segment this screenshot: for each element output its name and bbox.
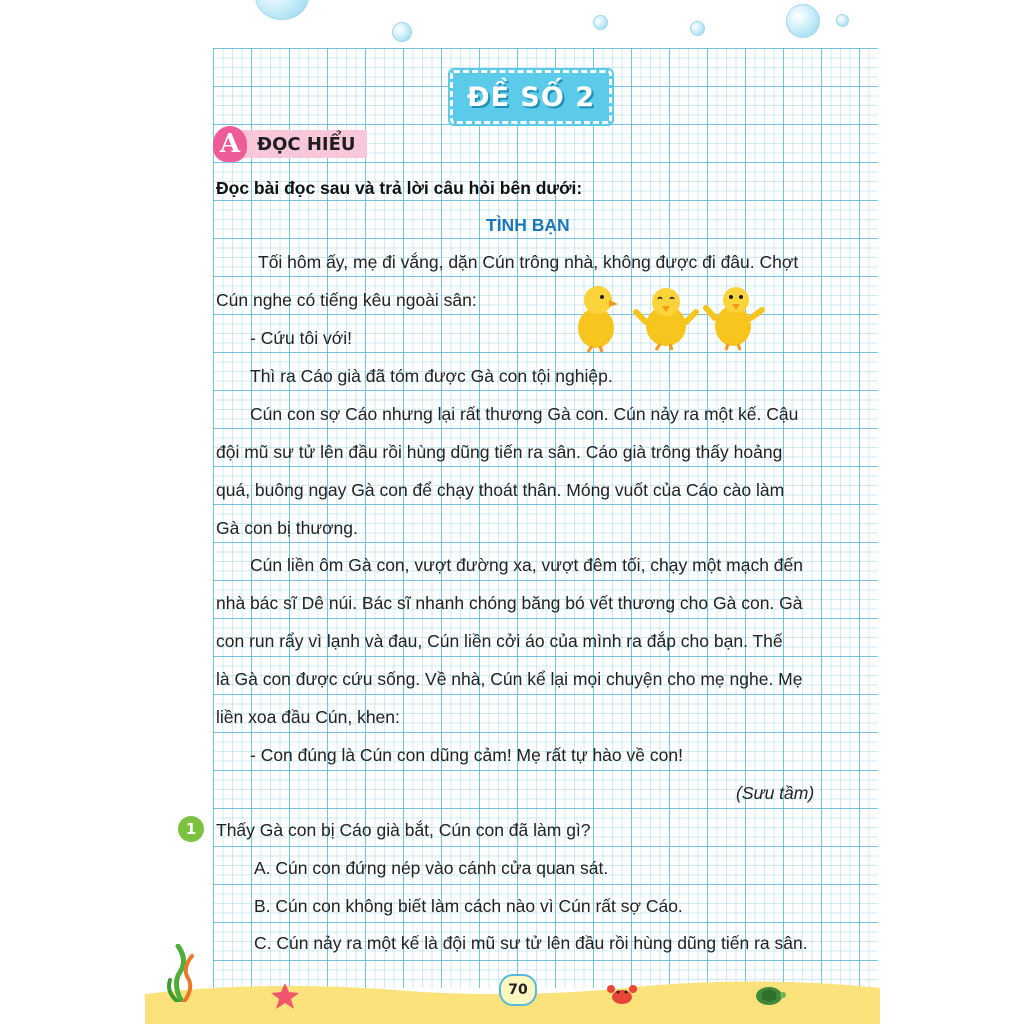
exam-title: ĐỀ SỐ 2 xyxy=(466,81,596,113)
bubble-icon xyxy=(392,22,412,42)
instruction-text: Đọc bài đọc sau và trả lời câu hỏi bên dưới: xyxy=(216,178,583,198)
starfish-icon xyxy=(270,982,300,1010)
story-line: con run rẩy vì lạnh và đau, Cún liền cởi áo của mình ra đắp cho bạn. Thế xyxy=(216,631,783,651)
story-line: Cún liền ôm Gà con, vượt đường xa, vượt đêm tối, chạy một mạch đến xyxy=(250,555,804,575)
bubble-icon xyxy=(255,0,309,20)
story-line: Tối hôm ấy, mẹ đi vắng, dặn Cún trông nhà, không được đi đâu. Chợt xyxy=(258,252,799,272)
story-line: Thì ra Cáo già đã tóm được Gà con tội nghiệp. xyxy=(250,366,613,386)
bubble-icon xyxy=(786,4,820,38)
story-line: liền xoa đầu Cún, khen: xyxy=(216,707,400,727)
story-line: là Gà con được cứu sống. Về nhà, Cún kể lại mọi chuyện cho mẹ nghe. Mẹ xyxy=(216,669,803,689)
story-line: Cún con sợ Cáo nhưng lại rất thương Gà con. Cún nảy ra một kế. Cậu xyxy=(250,404,799,424)
bubble-icon xyxy=(690,21,705,36)
story-line: - Cứu tôi với! xyxy=(250,328,352,348)
section-letter-icon: A xyxy=(213,126,247,162)
exam-title-badge xyxy=(450,70,612,124)
turtle-icon xyxy=(752,983,786,1007)
story-line: nhà bác sĩ Dê núi. Bác sĩ nhanh chóng băng bó vết thương cho Gà con. Gà xyxy=(216,593,803,613)
question-text: Thấy Gà con bị Cáo già bắt, Cún con đã làm gì? xyxy=(216,820,591,840)
chick-icon xyxy=(578,286,618,352)
bubble-icon xyxy=(836,14,849,27)
story-line: đội mũ sư tử lên đầu rồi hùng dũng tiến ra sân. Cáo già trông thấy hoảng xyxy=(216,442,783,462)
chick-icon xyxy=(706,287,762,350)
seaweed-icon xyxy=(160,944,204,1002)
crab-icon xyxy=(606,982,638,1006)
chick-icon xyxy=(636,288,696,350)
story-line: quá, buông ngay Gà con để chạy thoát thân. Móng vuốt của Cáo cào làm xyxy=(216,480,785,500)
chicks-illustration xyxy=(568,278,768,358)
story-line: - Con đúng là Cún con dũng cảm! Mẹ rất tự hào về con! xyxy=(250,745,683,765)
answer-option-c[interactable]: C. Cún nảy ra một kế là đội mũ sư tử lên đầu rồi hùng dũng tiến ra sân. xyxy=(254,933,808,953)
story-title: TÌNH BẠN xyxy=(486,215,570,235)
story-line: Gà con bị thương. xyxy=(216,518,358,538)
story-source: (Sưu tầm) xyxy=(736,783,815,803)
story-line: Cún nghe có tiếng kêu ngoài sân: xyxy=(216,290,477,310)
bubble-icon xyxy=(593,15,608,30)
page-number: 70 xyxy=(499,974,537,1006)
answer-option-a[interactable]: A. Cún con đứng nép vào cánh cửa quan sát. xyxy=(254,858,609,878)
answer-option-b[interactable]: B. Cún con không biết làm cách nào vì Cún rất sợ Cáo. xyxy=(254,896,683,916)
section-header xyxy=(213,126,367,162)
section-label: ĐỌC HIỂU xyxy=(257,134,356,155)
question-number-badge: 1 xyxy=(178,816,204,842)
